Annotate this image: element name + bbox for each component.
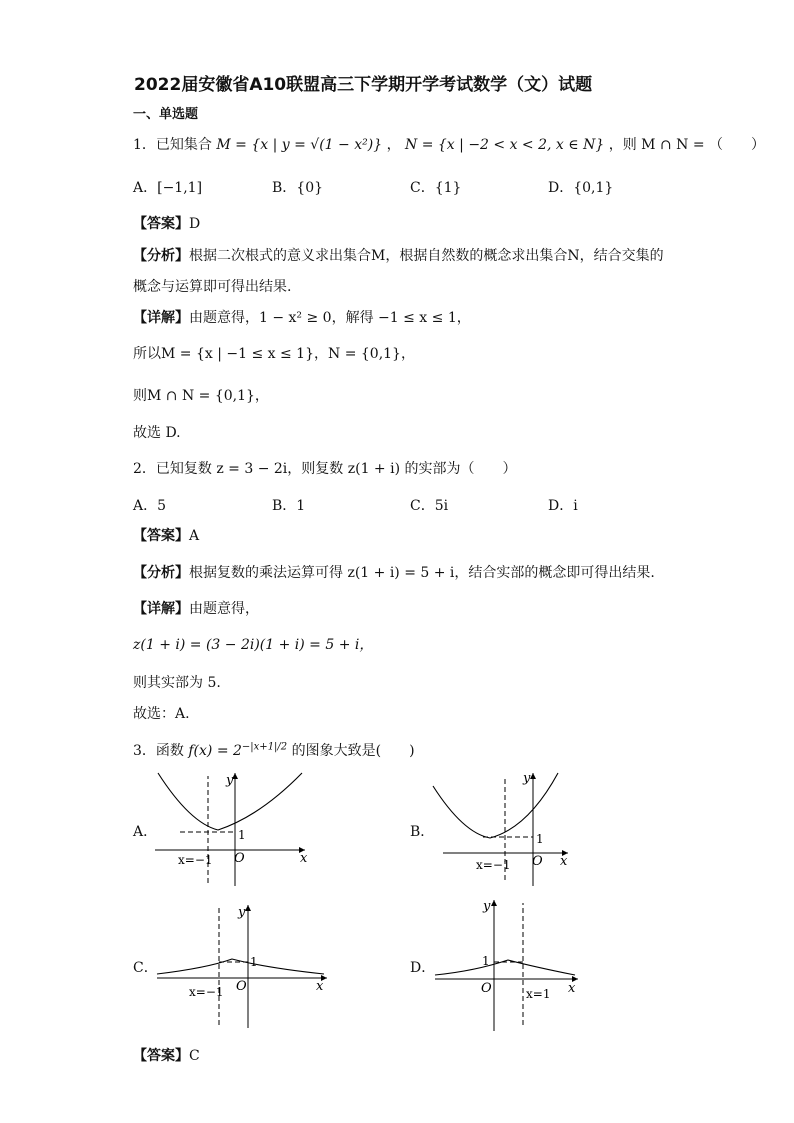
q2-option-a: A．5 — [133, 498, 167, 514]
q1-answer — [133, 213, 200, 233]
origin-label: O — [234, 851, 245, 866]
q2-option-d: D．i — [548, 498, 578, 514]
y-label: y — [238, 905, 246, 920]
q2-detail-line2: z(1 + i) = (3 − 2i)(1 + i) = 5 + i， — [133, 637, 374, 653]
q1-analysis-tag: 【分析】 — [133, 248, 189, 264]
q2-analysis-tag: 【分析】 — [133, 565, 189, 581]
x-label: x — [300, 851, 308, 866]
q2-detail — [133, 598, 259, 618]
function-curve — [157, 959, 324, 974]
q1-ask: M ∩ N = （ ） — [641, 137, 766, 153]
q3-graph-c-label: C． — [133, 960, 158, 976]
q3-stem-start: 3．函数 — [133, 743, 184, 759]
q1-detail — [133, 307, 471, 327]
q1-option-c: C．{1} — [410, 180, 462, 196]
x-label: x — [568, 981, 576, 996]
q1-detail-line2: 所以M = {x | −1 ≤ x ≤ 1}，N = {0,1}， — [133, 346, 415, 362]
q2-analysis — [133, 562, 655, 582]
q1-answer-value: D — [189, 216, 201, 232]
q2-answer-value: A — [189, 528, 200, 544]
section-heading: 一、单选题 — [133, 107, 199, 122]
x-label: x — [560, 854, 568, 869]
q3-stem — [133, 740, 415, 760]
q1-detail-line3: 则M ∩ N = {0,1}， — [133, 388, 269, 404]
one-label: 1 — [238, 828, 246, 842]
q3-answer-value: C — [189, 1048, 200, 1064]
q2-detail-line3: 则其实部为 5. — [133, 675, 221, 691]
q3-answer — [133, 1045, 200, 1065]
q2-detail-tag: 【详解】 — [133, 601, 189, 617]
y-axis-arrow — [491, 900, 497, 906]
q1-separator: ， — [386, 137, 401, 153]
q2-stem: 2．已知复数 z = 3 − 2i，则复数 z(1 + i) 的实部为（ ） — [133, 461, 517, 477]
q1-detail-line1: 由题意得，1 − x² ≥ 0，解得 −1 ≤ x ≤ 1， — [189, 310, 471, 326]
y-label: y — [483, 899, 491, 914]
q2-answer — [133, 525, 199, 545]
q1-set-m: M = {x | y = √(1 − x²)} — [216, 137, 383, 153]
q1-option-d: D．{0,1} — [548, 180, 614, 196]
q1-stem-mid: ，则 — [608, 137, 637, 153]
page-title: 2022届安徽省A10联盟高三下学期开学考试数学（文）试题 — [134, 75, 593, 95]
origin-label: O — [236, 979, 247, 994]
y-axis-arrow — [530, 773, 536, 779]
q2-analysis-text: 根据复数的乘法运算可得 z(1 + i) = 5 + i，结合实部的概念即可得出结果. — [189, 565, 655, 581]
q1-answer-tag: 【答案】 — [133, 216, 189, 232]
q1-detail-tag: 【详解】 — [133, 310, 189, 326]
q1-stem-start: 1．已知集合 — [133, 137, 212, 153]
q3-answer-tag: 【答案】 — [133, 1048, 189, 1064]
q1-analysis-line1: 根据二次根式的意义求出集合M，根据自然数的概念求出集合N，结合交集的 — [189, 248, 664, 264]
q3-graph-d — [430, 895, 582, 1033]
q2-option-c: C．5i — [410, 498, 449, 514]
origin-label: O — [481, 981, 492, 996]
q1-detail-line4: 故选 D. — [133, 425, 181, 441]
asymptote-label: x=−1 — [476, 858, 511, 872]
q1-analysis — [133, 245, 664, 265]
asymptote-label: x=−1 — [178, 853, 213, 867]
q2-detail-line4: 故选：A. — [133, 706, 190, 722]
q3-graph-c — [152, 900, 334, 1030]
asymptote-label: x=1 — [526, 987, 551, 1001]
one-label: 1 — [250, 955, 258, 969]
q3-graph-b — [428, 768, 573, 888]
q3-graph-d-label: D． — [410, 960, 436, 976]
q1-option-a: A．[−1,1] — [133, 180, 203, 196]
q2-option-b: B．1 — [272, 498, 306, 514]
q1-analysis-line2: 概念与运算即可得出结果. — [133, 279, 292, 295]
asymptote-label: x=−1 — [189, 985, 224, 999]
one-label: 1 — [536, 832, 544, 846]
q1-stem — [133, 134, 765, 154]
q2-answer-tag: 【答案】 — [133, 528, 189, 544]
function-curve — [433, 773, 558, 838]
q3-graph-b-label: B． — [410, 824, 435, 840]
q3-graph-a — [150, 768, 315, 888]
q3-function: f(x) = 2 — [188, 743, 242, 759]
q3-graph-a-label: A． — [133, 824, 158, 840]
q3-exponent: −|x+1|/2 — [241, 741, 288, 753]
q2-detail-line1: 由题意得， — [189, 601, 259, 617]
one-label: 1 — [482, 954, 490, 968]
q1-option-b: B．{0} — [272, 180, 324, 196]
q3-stem-end: 的图象大致是( ) — [291, 743, 415, 759]
x-label: x — [316, 979, 324, 994]
y-axis-arrow — [245, 905, 251, 911]
origin-label: O — [532, 854, 543, 869]
q1-set-n: N = {x | −2 < x < 2, x ∈ N} — [405, 137, 605, 153]
y-label: y — [523, 771, 531, 786]
y-label: y — [226, 773, 234, 788]
